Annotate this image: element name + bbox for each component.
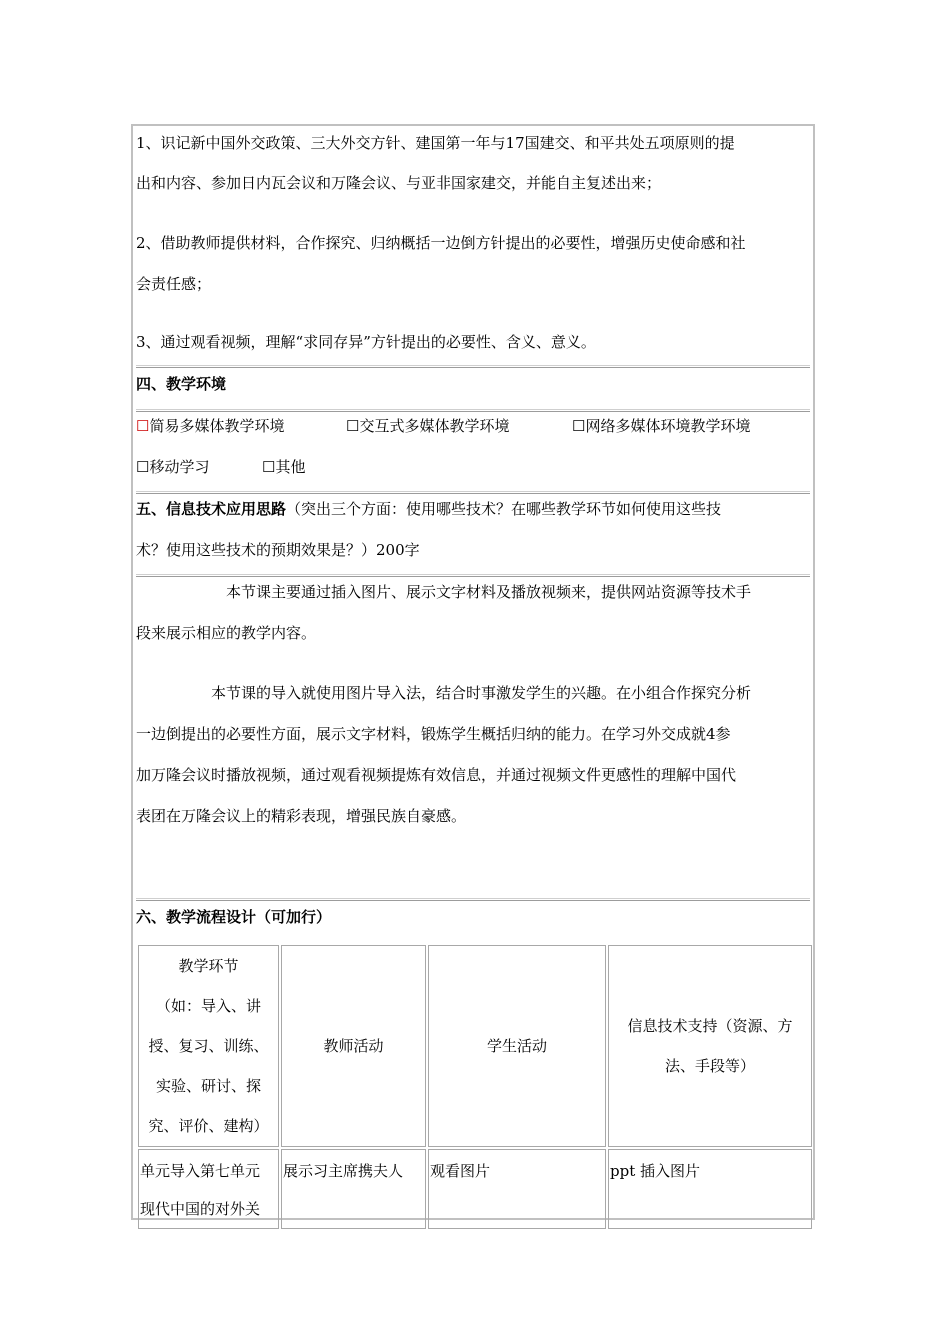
header-cell-tech: 信息技术支持（资源、方 法、手段等） bbox=[608, 945, 812, 1147]
divider bbox=[136, 409, 810, 412]
paragraph-2-line-1: 本节课的导入就使用图片导入法，结合时事激发学生的兴趣。在小组合作探究分析 bbox=[211, 684, 752, 702]
divider bbox=[136, 365, 810, 368]
option-other[interactable]: ☐其他 bbox=[262, 458, 306, 476]
section-5-line-2: 术？使用这些技术的预期效果是？）200字 bbox=[136, 541, 420, 559]
section-title: 六、教学流程设计（可加行） bbox=[136, 908, 332, 926]
objective-1-line-1: 1、识记新中国外交政策、三大外交方针、建国第一年与17国建交、和平共处五项原则的提 bbox=[136, 134, 735, 152]
section-6-header bbox=[136, 907, 810, 937]
table-row bbox=[138, 1149, 812, 1229]
section-title: 五、信息技术应用思路 bbox=[136, 500, 287, 518]
tech-application-text bbox=[136, 580, 810, 900]
checkbox-icon[interactable]: ☐ bbox=[262, 458, 276, 476]
checkbox-icon[interactable]: ☐ bbox=[136, 417, 150, 435]
objective-2-line-2: 会责任感； bbox=[136, 275, 212, 293]
paragraph-2-line-4: 表团在万隆会议上的精彩表现，增强民族自豪感。 bbox=[136, 807, 467, 825]
divider bbox=[136, 574, 810, 577]
checkbox-icon[interactable]: ☐ bbox=[572, 417, 586, 435]
section-title: 四、教学环境 bbox=[136, 375, 227, 393]
section-4-header bbox=[136, 374, 810, 404]
header-cell-student: 学生活动 bbox=[428, 945, 606, 1147]
section-5-header bbox=[136, 499, 810, 569]
table-header-row bbox=[138, 945, 812, 1147]
option-interactive-multimedia[interactable]: ☐交互式多媒体教学环境 bbox=[346, 417, 510, 435]
paragraph-1-line-2: 段来展示相应的教学内容。 bbox=[136, 624, 317, 642]
divider bbox=[136, 898, 810, 901]
cell-tech: ppt 插入图片 bbox=[608, 1149, 812, 1229]
objective-1-line-2: 出和内容、参加日内瓦会议和万隆会议、与亚非国家建交，并能自主复述出来； bbox=[136, 174, 662, 192]
section-5-line-1: 五、信息技术应用思路（突出三个方面：使用哪些技术？在哪些教学环节如何使用这些技 bbox=[136, 500, 722, 518]
divider bbox=[136, 491, 810, 494]
cell-stage: 单元导入第七单元 现代中国的对外关 bbox=[138, 1149, 279, 1229]
header-cell-teacher: 教师活动 bbox=[281, 945, 426, 1147]
option-network-multimedia[interactable]: ☐网络多媒体环境教学环境 bbox=[572, 417, 751, 435]
document-table bbox=[131, 124, 815, 1220]
header-cell-stage: 教学环节 （如：导入、讲 授、复习、训练、 实验、研讨、探 究、评价、建构） bbox=[138, 945, 279, 1147]
environment-options bbox=[136, 416, 810, 494]
objectives-block bbox=[136, 126, 810, 366]
checkbox-icon[interactable]: ☐ bbox=[346, 417, 360, 435]
flow-table bbox=[136, 943, 814, 1231]
option-simple-multimedia[interactable]: ☐简易多媒体教学环境 bbox=[136, 417, 285, 435]
option-mobile-learning[interactable]: ☐移动学习 bbox=[136, 458, 210, 476]
paragraph-2-line-2: 一边倒提出的必要性方面，展示文字材料，锻炼学生概括归纳的能力。在学习外交成就4参 bbox=[136, 725, 731, 743]
cell-teacher: 展示习主席携夫人 bbox=[281, 1149, 426, 1229]
checkbox-icon[interactable]: ☐ bbox=[136, 458, 150, 476]
paragraph-1-line-1: 本节课主要通过插入图片、展示文字材料及播放视频来，提供网站资源等技术手 bbox=[226, 583, 752, 601]
paragraph-2-line-3: 加万隆会议时播放视频，通过观看视频提炼有效信息，并通过视频文件更感性的理解中国代 bbox=[136, 766, 737, 784]
objective-2-line-1: 2、借助教师提供材料，合作探究、归纳概括一边倒方针提出的必要性，增强历史使命感和社 bbox=[136, 234, 746, 252]
objective-3-line-1: 3、通过观看视频，理解“求同存异”方针提出的必要性、含义、意义。 bbox=[136, 333, 596, 351]
cell-student: 观看图片 bbox=[428, 1149, 606, 1229]
